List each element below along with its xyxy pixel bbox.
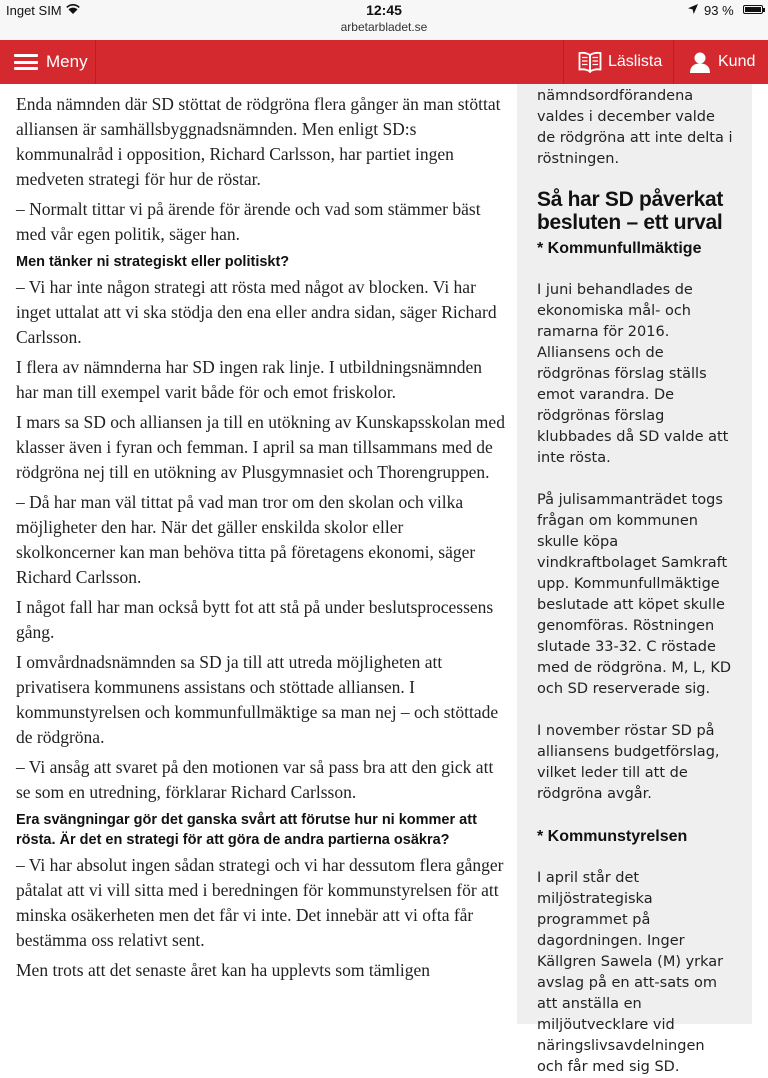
fact-box-title: Så har SD påverkat besluten – ett urval (537, 188, 724, 234)
fact-box-paragraph: I juni behandlades de ekonomiska mål- och ramarna för 2016. Alliansens och de rödgrönas förslag ställs emot varandra. De rödgrönas förslag klubbades då SD valde att inte rösta. (537, 282, 729, 466)
fact-box-subheading: * Kommunstyrelsen (537, 828, 688, 845)
menu-button[interactable] (0, 40, 96, 84)
article-body (16, 92, 506, 988)
account-label: Kund (718, 53, 756, 70)
battery-percentage: 93 % (704, 3, 734, 18)
readlist-button[interactable] (563, 40, 673, 84)
user-icon (688, 51, 712, 73)
fact-box-paragraph: I april står det miljöstrategiska programmet på dagordningen. Inger Källgren Sawela (M) yrkar avslag på en att-sats om att anställa en miljöutvecklare vid näringslivsavdelningen och får med sig SD. (537, 870, 724, 1075)
interview-question: Era svängningar gör det ganska svårt att förutse hur ni kommer att rösta. Är det en strategi för att göra de andra partierna osäkra? (16, 812, 477, 848)
interview-question: Men tänker ni strategiskt eller politiskt? (16, 254, 290, 270)
fact-box-paragraph: På julisammanträdet togs frågan om kommunen skulle köpa vindkraftbolaget Samkraft upp. Kommunfullmäktige beslutade att köpet skulle genomföras. Röstningen slutade 33-32. C röstade med de rödgröna. M, L, KD och SD reserverade sig. (537, 492, 732, 697)
article-paragraph: Enda nämnden där SD stöttat de rödgröna flera gånger än man stöttat alliansen är samhällsbyggnadsnämnden. Men enligt SD:s kommunalråd i opposition, Richard Carlsson, har partiet ingen medveten strategi för hur de röstar. (16, 94, 501, 189)
article-paragraph: – Normalt tittar vi på ärende för ärende och vad som stämmer bäst med vår egen politik, säger han. (16, 199, 481, 244)
article-paragraph: – Vi har inte någon strategi att rösta med något av blocken. Vi har inget uttalat att vi ska stödja den ena eller andra sidan, säger Richard Carlsson. (16, 277, 497, 347)
status-bar (0, 0, 768, 40)
battery-icon (743, 5, 763, 14)
menu-label: Meny (46, 52, 88, 71)
url-bar[interactable]: arbetarbladet.se (340, 20, 428, 34)
readlist-label: Läslista (608, 53, 663, 70)
fact-box-paragraph: I november röstar SD på alliansens budgetförslag, vilket leder till att de rödgröna avgår. (537, 723, 720, 802)
fact-box-subheading: * Kommunfullmäktige (537, 240, 702, 257)
open-book-icon (578, 51, 602, 73)
location-arrow-icon (688, 4, 698, 14)
site-nav (0, 40, 768, 84)
carrier-label: Inget SIM (6, 3, 62, 18)
fact-box (517, 84, 752, 1075)
article-paragraph: I något fall har man också bytt fot att stå på under beslutsprocessens gång. (16, 597, 494, 642)
fact-box-intro: nämndsordförandena valdes i december valde de rödgröna att inte delta i röstningen. (537, 88, 733, 167)
clock: 12:45 (366, 2, 402, 18)
account-button[interactable] (673, 40, 768, 84)
hamburger-icon (14, 54, 38, 70)
article-paragraph: Men trots att det senaste året kan ha upplevts som tämligen (16, 960, 431, 980)
article-paragraph: I flera av nämnderna har SD ingen rak linje. I utbildningsnämnden har man till exempel varit både för och emot friskolor. (16, 357, 483, 402)
article-paragraph: I mars sa SD och alliansen ja till en utökning av Kunskapsskolan med klasser även i fyran och femman. I april sa man tillsammans med de rödgröna nej till en utökning av Plusgymnasiet och Thorengruppen. (16, 412, 505, 482)
article-paragraph: – Då har man väl tittat på vad man tror om den skolan och vilka möjligheter den har. När det gäller enskilda skolor eller skolkoncerner kan man behöva titta på företagens ekonomi, säger Richard Carlsson. (16, 492, 476, 587)
article-paragraph: – Vi ansåg att svaret på den motionen var så pass bra att den gick att se som en utredning, förklarar Richard Carlsson. (16, 757, 494, 802)
article-paragraph: I omvårdnadsnämnden sa SD ja till att utreda möjligheten att privatisera kommunens assistans och stöttade alliansen. I kommunstyrelsen och kommunfullmäktige sa man nej – och stöttade de rödgröna. (16, 652, 499, 747)
article-paragraph: – Vi har absolut ingen sådan strategi och vi har dessutom flera gånger påtalat att vi vill sitta med i beredningen för kommunstyrelsen för att minska osäkerheten men det får vi inte. Det innebär att vi ofta får bestämma oss relativt sent. (16, 855, 504, 950)
